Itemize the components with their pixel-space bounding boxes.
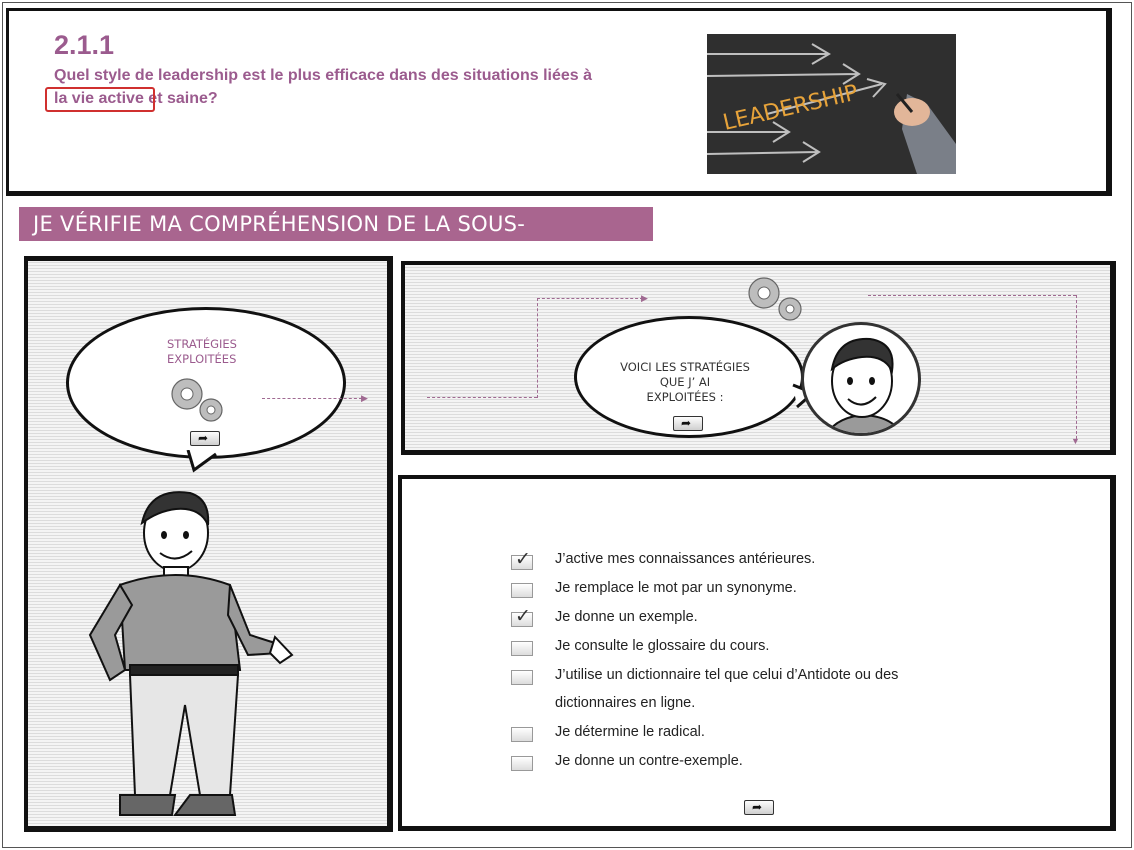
strategy-label-5-continued: dictionnaires en ligne. [555,695,696,711]
highlight-box [45,87,155,112]
path-segment-2 [537,298,538,398]
checkbox-strategy-7[interactable] [511,756,533,771]
intro-next-button[interactable] [673,416,703,431]
checklist-next-button[interactable] [744,800,774,815]
right-bubble-line-2: QUE J’ AI [659,375,711,389]
path-segment-3 [537,298,643,299]
strategy-label-5: J’utilise un dictionnaire tel que celui d’Antidote ou des [555,667,899,683]
strategy-label-1: J’active mes connaissances antérieures. [555,551,816,567]
next-arrow-icon: ➦ [681,416,692,430]
person-illustration [80,485,300,825]
path-segment-5 [1076,295,1077,439]
leadership-word: LEADERSHIP [720,80,861,136]
checkmark-icon: ✓ [515,549,531,570]
left-bubble-line-1: STRATÉGIES [167,337,237,351]
checkbox-strategy-3[interactable] [511,606,533,627]
left-next-button[interactable] [190,431,220,446]
checkbox-strategy-6[interactable] [511,727,533,742]
leadership-image [707,34,956,174]
path-segment-1 [427,397,537,398]
next-arrow-icon: ➦ [198,431,209,445]
path-segment-4 [868,295,1076,296]
gears-icon-top [742,273,812,325]
gears-icon [163,372,233,424]
left-connector-arrow: ▶ [361,393,368,403]
right-bubble-text [590,360,780,405]
checkmark-icon: ✓ [515,606,531,627]
left-bubble-line-2: EXPLOITÉES [167,352,237,366]
left-bubble-text [167,337,237,367]
checkbox-strategy-5[interactable] [511,670,533,685]
left-connector [262,398,362,399]
next-arrow-icon: ➦ [752,800,763,814]
strategy-label-2: Je remplace le mot par un synonyme. [555,580,797,596]
question-line-1: Quel style de leadership est le plus efficace dans des situations liées à [54,67,592,84]
strategy-label-6: Je détermine le radical. [555,724,705,740]
strategy-label-7: Je donne un contre-exemple. [555,753,743,769]
strategy-label-4: Je consulte le glossaire du cours. [555,638,770,654]
right-bubble-line-3: EXPLOITÉES : [646,390,724,404]
path-arrow-1: ▶ [641,293,648,303]
right-bubble-line-1: VOICI LES STRATÉGIES [620,360,750,374]
path-arrow-2: ▼ [1071,436,1080,446]
section-number: 2.1.1 [54,30,115,60]
avatar [801,322,921,436]
checkbox-strategy-2[interactable] [511,583,533,598]
left-bubble-tail [186,450,220,474]
question-rest: et saine? [143,90,218,107]
section-banner: JE VÉRIFIE MA COMPRÉHENSION DE LA SOUS- [19,207,653,241]
strategy-label-3: Je donne un exemple. [555,609,698,625]
leadership-chalk-illustration [707,34,956,174]
checkbox-strategy-1[interactable] [511,549,533,570]
checkbox-strategy-4[interactable] [511,641,533,656]
question-highlight: la vie active [54,90,144,107]
